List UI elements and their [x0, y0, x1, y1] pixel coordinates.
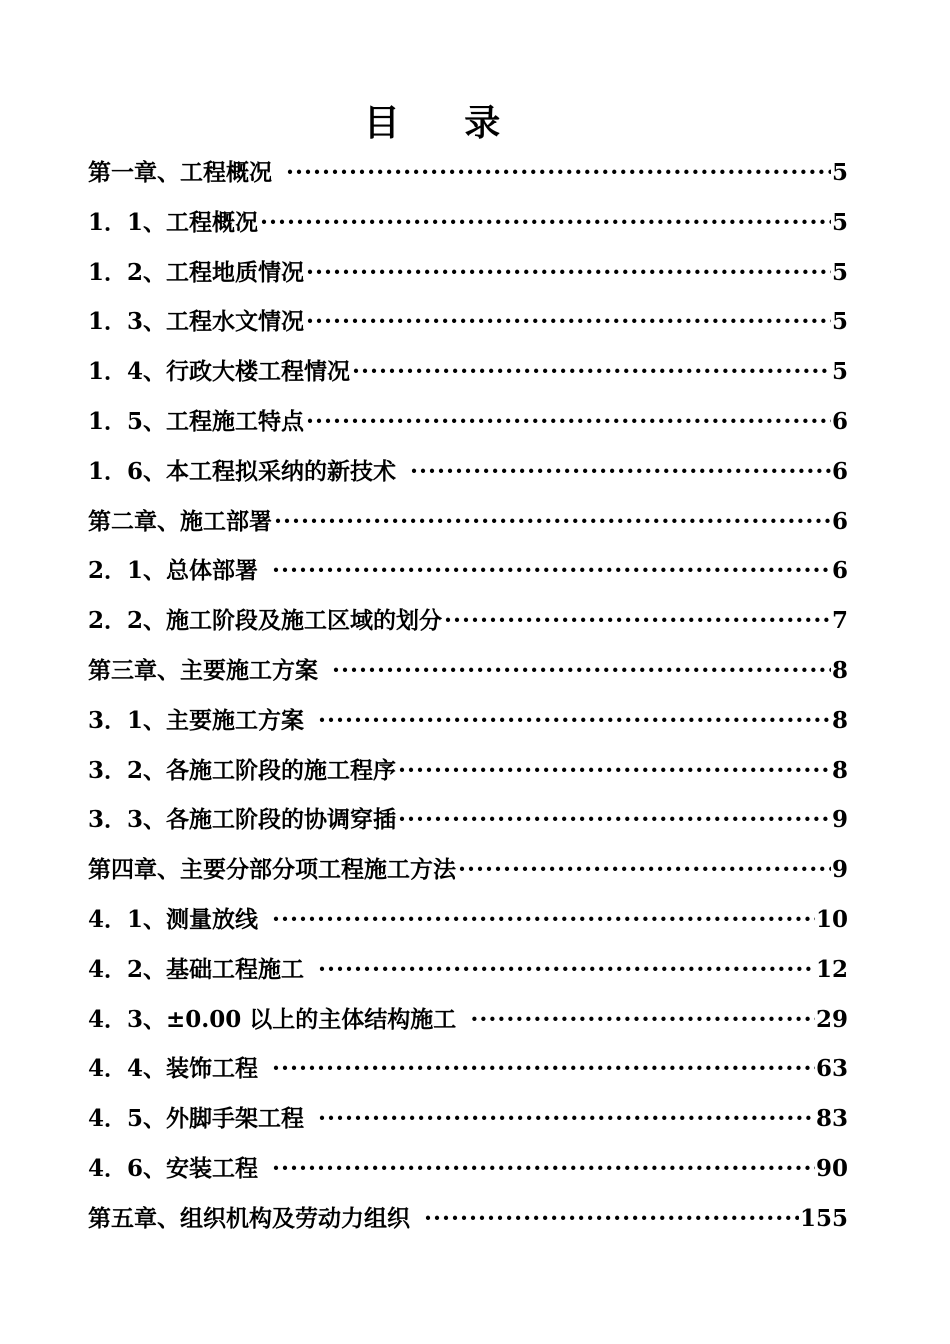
toc-leader-dots [318, 1094, 815, 1144]
toc-entry [88, 696, 848, 746]
toc-entry-label: 1．3、工程水文情况 [88, 308, 305, 336]
toc-entry-page-number: 90 [815, 1154, 848, 1182]
toc-entry [88, 945, 848, 995]
toc-entry-page-number: 9 [831, 806, 848, 834]
toc-entry [88, 148, 848, 198]
toc-entry [88, 347, 848, 397]
toc-leader-dots [286, 148, 831, 198]
toc-entry-label: 第二章、施工部署 [88, 507, 272, 535]
toc-leader-dots [306, 248, 831, 298]
toc-entry-label: 4．6、安装工程 [88, 1154, 259, 1182]
toc-leader-dots [260, 198, 831, 248]
toc-entry [88, 397, 848, 447]
toc-entry-page-number: 6 [831, 507, 848, 535]
toc-entry-label: 4．5、外脚手架工程 [88, 1105, 305, 1133]
toc-entry [88, 297, 848, 347]
toc-leader-dots [332, 646, 831, 696]
toc-entry [88, 546, 848, 596]
toc-entry [88, 646, 848, 696]
toc-leader-dots [306, 297, 831, 347]
toc-entry-label: 3．3、各施工阶段的协调穿插 [88, 806, 397, 834]
toc-entry-page-number: 155 [799, 1204, 848, 1232]
toc-leader-dots [272, 895, 815, 945]
toc-entry-page-number: 8 [831, 656, 848, 684]
toc-leader-dots [458, 845, 831, 895]
toc-entry-page-number: 6 [831, 557, 848, 585]
toc-entry-page-number: 63 [815, 1055, 848, 1083]
toc-entry [88, 596, 848, 646]
toc-entry-page-number: 5 [831, 159, 848, 186]
toc-entry-label: 1．6、本工程拟采纳的新技术 [88, 457, 397, 485]
toc-entry-label: 2．1、总体部署 [88, 557, 259, 585]
toc-entry-label: 4．3、±0.00 以上的主体结构施工 [88, 1005, 457, 1033]
toc-entry-page-number: 9 [831, 856, 848, 884]
toc-entry [88, 1144, 848, 1194]
toc-leader-dots [398, 795, 831, 845]
toc-entry [88, 995, 848, 1045]
toc-entry-label: 第一章、工程概况 [88, 159, 272, 186]
toc-entry-label: 4．2、基础工程施工 [88, 955, 305, 983]
toc-entry [88, 497, 848, 547]
toc-entry-label: 1．2、工程地质情况 [88, 258, 305, 286]
toc-entry-page-number: 5 [831, 208, 848, 236]
toc-entry-page-number: 5 [831, 308, 848, 336]
toc-entry-page-number: 6 [831, 407, 848, 435]
toc-leader-dots [272, 1144, 815, 1194]
toc-entry-label: 3．1、主要施工方案 [88, 706, 305, 734]
toc-entry-label: 4．4、装饰工程 [88, 1055, 259, 1083]
toc-leader-dots [470, 995, 815, 1045]
toc-entry-label: 3．2、各施工阶段的施工程序 [88, 756, 397, 784]
toc-leader-dots [424, 1194, 799, 1244]
toc-entry-label: 第五章、组织机构及劳动力组织 [88, 1204, 410, 1232]
toc-entry [88, 198, 848, 248]
toc-leader-dots [352, 347, 831, 397]
toc-entry [88, 895, 848, 945]
toc-entry [88, 845, 848, 895]
toc-entry-label: 4．1、测量放线 [88, 905, 259, 933]
toc-entry-page-number: 5 [831, 358, 848, 386]
toc-title: 目 录 [363, 102, 527, 144]
toc-entry-page-number: 29 [815, 1005, 848, 1033]
toc-entry-page-number: 5 [831, 258, 848, 286]
toc-entry-page-number: 8 [831, 756, 848, 784]
toc-entry-label: 1．1、工程概况 [88, 208, 259, 236]
toc-entry [88, 795, 848, 845]
toc-leader-dots [444, 596, 831, 646]
toc-entry [88, 1194, 848, 1244]
toc-entry-label: 1．4、行政大楼工程情况 [88, 358, 351, 386]
toc-leader-dots [274, 497, 831, 547]
toc-entry-page-number: 12 [815, 955, 848, 983]
toc-leader-dots [398, 746, 831, 796]
toc-entry-page-number: 6 [831, 457, 848, 485]
toc-leader-dots [410, 447, 831, 497]
toc-leader-dots [318, 696, 831, 746]
toc-entry [88, 1094, 848, 1144]
toc-entry-page-number: 7 [831, 607, 848, 635]
toc-leader-dots [272, 546, 831, 596]
toc-leader-dots [272, 1044, 815, 1094]
toc-entry-page-number: 83 [815, 1105, 848, 1133]
toc-entry-label: 第三章、主要施工方案 [88, 656, 318, 684]
toc-entry [88, 1044, 848, 1094]
toc-entry-label: 第四章、主要分部分项工程施工方法 [88, 856, 456, 884]
toc-entry [88, 746, 848, 796]
toc-leader-dots [306, 397, 831, 447]
toc-leader-dots [318, 945, 815, 995]
table-of-contents [88, 148, 848, 1244]
toc-entry-page-number: 8 [831, 706, 848, 734]
toc-entry-label: 2．2、施工阶段及施工区域的划分 [88, 607, 443, 635]
toc-entry-label: 1．5、工程施工特点 [88, 407, 305, 435]
toc-entry-page-number: 10 [815, 905, 848, 933]
toc-entry [88, 248, 848, 298]
toc-entry [88, 447, 848, 497]
